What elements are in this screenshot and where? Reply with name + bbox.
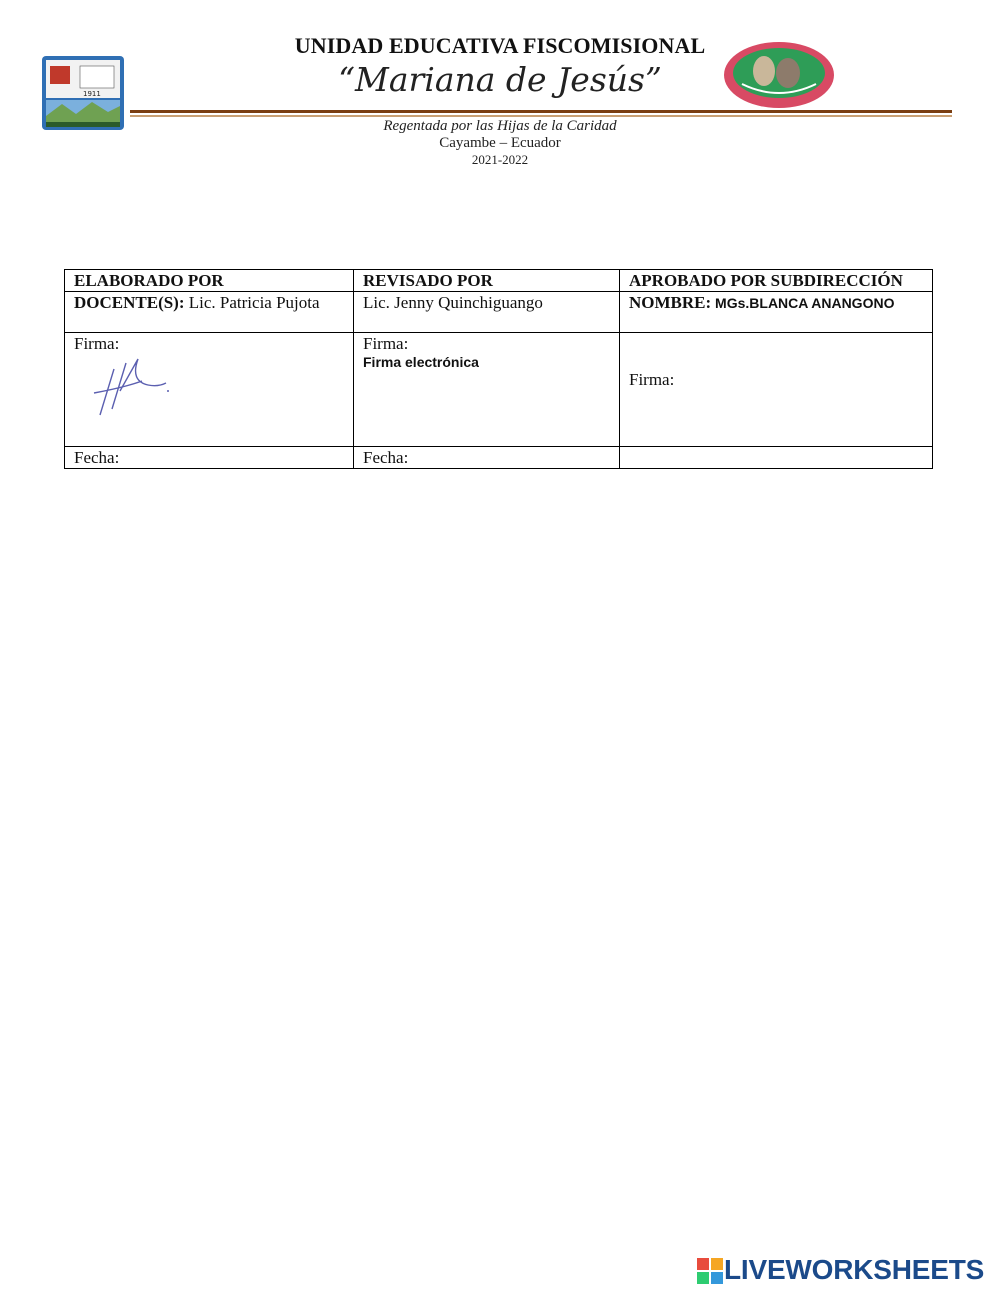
subdireccion-label: SUBDIRECCIÓN <box>770 271 903 290</box>
school-subname: “Mariana de Jesús” <box>338 60 662 99</box>
school-year: 2021-2022 <box>471 152 529 167</box>
liveworksheets-watermark: LIVEWORKSHEETS <box>724 1254 985 1285</box>
revisado-value: Lic. Jenny Quinchiguango <box>363 293 543 312</box>
fecha-cell-3 <box>620 447 933 469</box>
table-date-row <box>65 447 933 469</box>
approval-table <box>64 269 933 469</box>
school-name: UNIDAD EDUCATIVA FISCOMISIONAL <box>294 33 706 58</box>
docente-label: DOCENTE(S): <box>74 293 185 312</box>
firma-label-2: Firma: <box>363 334 409 353</box>
revisado-cell <box>354 292 620 333</box>
firma-cell-2 <box>354 333 620 447</box>
header-rule <box>130 110 952 113</box>
nombre-label: NOMBRE: <box>629 293 712 312</box>
firma-electronica-note: Firma electrónica <box>363 354 479 370</box>
docente-cell <box>65 292 354 333</box>
crest-year: 1911 <box>83 90 101 98</box>
header-revisado: REVISADO POR <box>354 270 620 292</box>
firma-label-1: Firma: <box>74 334 120 353</box>
nombre-value: MGs.BLANCA ANANGONO <box>711 295 895 311</box>
header-elaborado: ELABORADO POR <box>65 270 354 292</box>
fecha-cell-2: Fecha: <box>354 447 620 469</box>
nombre-cell <box>620 292 933 333</box>
fecha-cell-1: Fecha: <box>65 447 354 469</box>
docente-value: Lic. Patricia Pujota <box>184 293 320 312</box>
header-rule-thin <box>130 115 952 117</box>
liveworksheets-logo-icon <box>697 1258 723 1284</box>
firma-cell-3 <box>620 333 933 447</box>
firma-cell-1 <box>65 333 354 447</box>
firma-label-3: Firma: <box>629 369 675 389</box>
regentada-text: Regentada por las Hijas de la Caridad <box>383 118 617 134</box>
header-aprobado: APROBADO POR SUBDIRECCIÓN <box>620 270 933 292</box>
handwritten-signature <box>86 351 176 421</box>
table-signature-row <box>65 333 933 447</box>
location-text: Cayambe – Ecuador <box>439 135 561 151</box>
table-header-row <box>65 270 933 292</box>
table-name-row <box>65 292 933 333</box>
